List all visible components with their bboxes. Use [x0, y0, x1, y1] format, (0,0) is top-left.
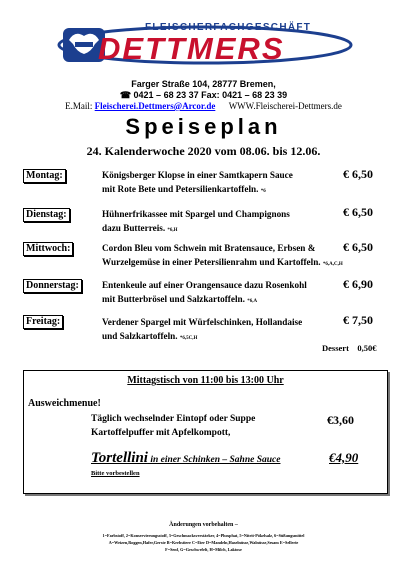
logo-subtitle: FLEISCHERFACHGESCHÄFT: [145, 22, 312, 33]
email-link[interactable]: Fleischerei.Dettmers@Arcor.de: [94, 101, 216, 111]
dish-thursday-line2: mit Butterbrösel und Salzkartoffeln. *6,A: [102, 294, 258, 304]
dish-thursday-line1: Entenkeule auf einer Orangensauce dazu Rosenkohl: [102, 280, 307, 290]
day-tuesday: Dienstag:: [23, 208, 70, 222]
day-monday: Montag:: [23, 169, 66, 183]
allergen-legend-2: A=Weizen,Roggen,Hafer,Gerste B=Krebstiere C=Eier D=Mandeln,Haselnüsse,Walnüsse,Sesam E=Sellerie: [108, 540, 299, 545]
day-wednesday: Mittwoch:: [23, 242, 73, 256]
alternative-price: €3,60: [327, 413, 354, 427]
dish-monday-line1: Königsberger Klopse in einer Samtkapern Sauce: [102, 170, 293, 180]
allergens: *6: [260, 189, 266, 194]
address: Farger Straße 104, 28777 Bremen,: [131, 79, 276, 89]
contact-row: [0, 101, 407, 111]
dish-tuesday-line2: dazu Butterreis. *6,H: [102, 223, 178, 233]
alternative-line1: Täglich wechselnder Eintopf oder Suppe: [91, 414, 256, 424]
changes-note: Änderungen vorbehalten –: [169, 522, 238, 528]
allergens: *6,A: [247, 299, 258, 304]
price-wednesday: € 6,50: [343, 240, 373, 254]
price-monday: € 6,50: [343, 167, 373, 181]
website: WWW.Fleischerei-Dettmers.de: [228, 101, 342, 111]
dish-friday-line1: Verdener Spargel mit Würfelschinken, Hollandaise: [102, 317, 303, 327]
logo-name: DETTMERS: [98, 31, 285, 66]
allergens: *6,A,C,H: [322, 262, 343, 267]
dish-wednesday-line1: Cordon Bleu vom Schwein mit Bratensauce, Erbsen &: [102, 243, 316, 253]
dish-wednesday-line2: Wurzelgemüse in einer Petersilienrahm und Kartoffeln. *6,A,C,H: [102, 257, 343, 267]
dish-friday-line2: und Salzkartoffeln. *6,5C,H: [102, 331, 198, 341]
tortellini-price: €4,90: [329, 450, 359, 465]
week-label: 24. Kalenderwoche 2020 vom 08.06. bis 12.06.: [86, 144, 321, 158]
tortellini-dish: Tortellini in einer Schinken – Sahne Sauce: [91, 450, 281, 466]
phone-fax: ☎ 0421 – 68 23 37 Fax: 0421 – 68 23 39: [119, 90, 288, 100]
alternative-heading: Ausweichmenue!: [28, 398, 101, 409]
day-friday: Freitag:: [23, 315, 63, 329]
dish-tuesday-line1: Hühnerfrikassee mit Spargel und Champignons: [102, 209, 290, 219]
email-label: E.Mail:: [65, 101, 93, 111]
price-tuesday: € 6,50: [343, 205, 373, 219]
lunch-box: [23, 370, 388, 494]
allergens: *6,H: [167, 228, 178, 233]
order-note: Bitte vorbestellen: [91, 470, 140, 477]
price-friday: € 7,50: [343, 313, 373, 327]
allergen-legend-1: 1=Farbstoff, 2=Konservierungsstoff, 3=Geschmacksverstärker, 4=Phosphat, 5=Nitrit-Pökelsalz, 6=Süßungsmittel: [102, 533, 305, 538]
day-thursday: Donnerstag:: [23, 279, 82, 293]
dish-monday-line2: mit Rote Bete und Petersilienkartoffeln. *6: [102, 184, 266, 194]
dessert-price: Dessert 0,50€: [322, 343, 377, 353]
page-title: Speiseplan: [125, 114, 282, 139]
allergens: *6,5C,H: [179, 336, 198, 341]
alternative-line2: Kartoffelpuffer mit Apfelkompott,: [91, 428, 231, 438]
lunch-hours: Mittagstisch von 11:00 bis 13:00 Uhr: [127, 375, 284, 386]
allergen-legend-3: F=Senf, G=Geschwefelt, H=Milch, Laktose: [165, 547, 242, 552]
price-thursday: € 6,90: [343, 277, 373, 291]
